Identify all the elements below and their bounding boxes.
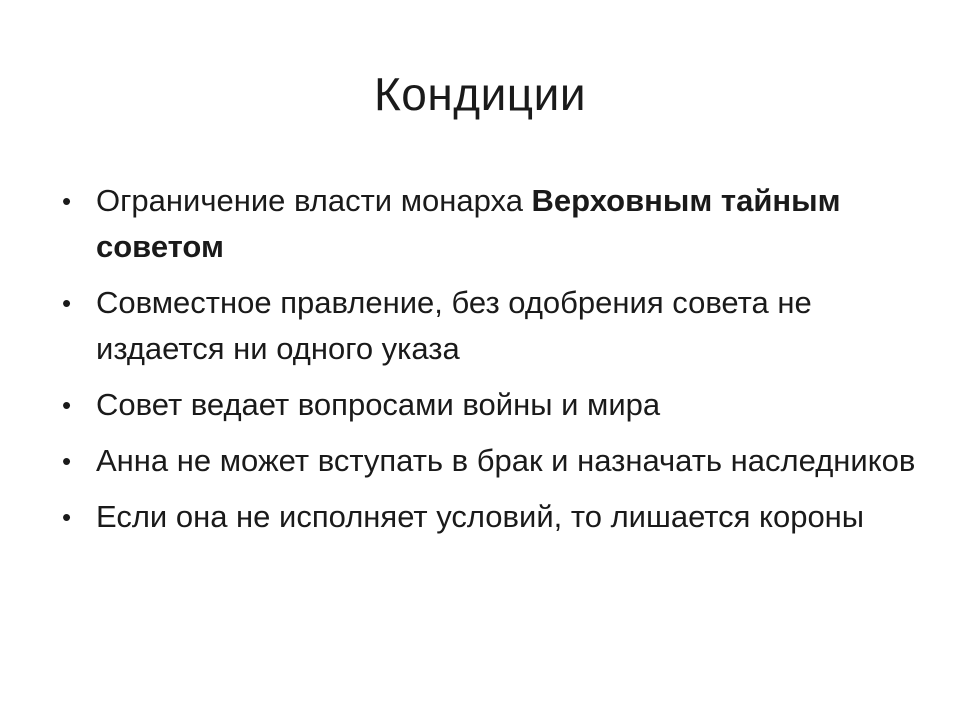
bullet-list bbox=[60, 178, 920, 550]
bullet-item-5 bbox=[60, 494, 920, 540]
bullet-text: Совет ведает вопросами войны и мира bbox=[96, 387, 661, 422]
bullet-text: Если она не исполняет условий, то лишается короны bbox=[96, 499, 865, 534]
bullet-dot-icon: • bbox=[62, 502, 72, 532]
bullet-dot-icon: • bbox=[62, 288, 72, 318]
bullet-dot-icon: • bbox=[62, 186, 72, 216]
bullet-text: Ограничение власти монарха bbox=[96, 183, 532, 218]
bullet-item-1 bbox=[60, 178, 920, 270]
bullet-dot-icon: • bbox=[62, 446, 72, 476]
bullet-dot-icon: • bbox=[62, 390, 72, 420]
bullet-bold-text: Верховным тайным советом bbox=[96, 183, 841, 264]
bullet-item-4 bbox=[60, 438, 920, 484]
bullet-text: Анна не может вступать в брак и назначать наследников bbox=[96, 443, 916, 478]
slide-title: Кондиции bbox=[373, 68, 587, 120]
bullet-text: Совместное правление, без одобрения совета не издается ни одного указа bbox=[96, 285, 812, 366]
bullet-item-2 bbox=[60, 280, 920, 372]
bullet-item-3 bbox=[60, 382, 920, 428]
